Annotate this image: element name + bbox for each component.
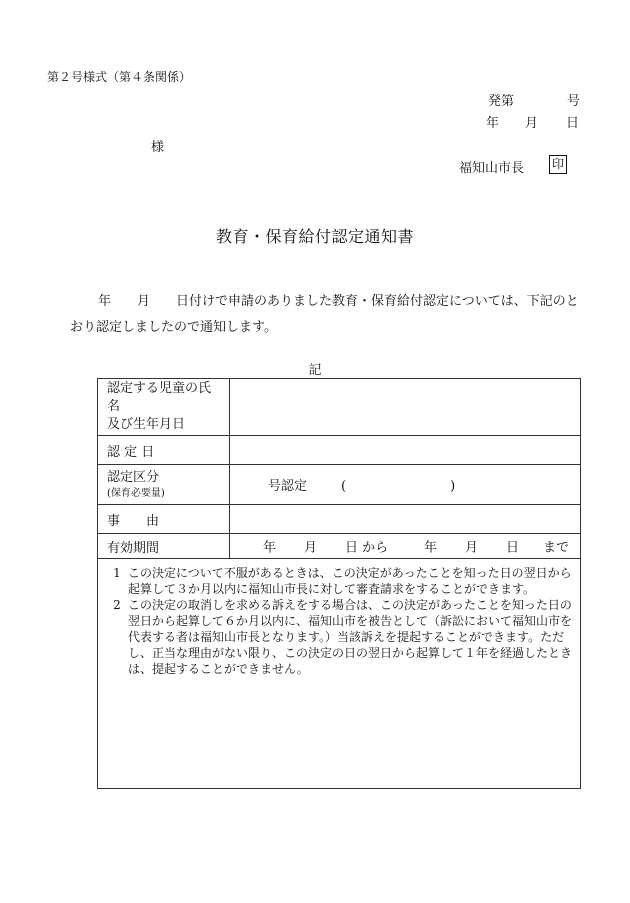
note-item (106, 565, 572, 597)
date-label: 認 定 日 (98, 436, 230, 465)
certification-table (97, 378, 581, 789)
note-number: 1 (113, 566, 121, 580)
paren-open: ( (341, 479, 347, 494)
addressee: 様 (151, 140, 165, 155)
issue-date (486, 112, 586, 131)
intro-month: 月 (137, 294, 151, 309)
child-value-cell (230, 379, 581, 436)
issue-date-month: 月 (525, 116, 539, 131)
validity-d1: 日 から (345, 540, 389, 556)
validity-m2: 月 (465, 540, 479, 556)
validity-y2: 年 (424, 540, 438, 556)
reason-value-cell (230, 505, 581, 534)
ki-heading: 記 (308, 363, 322, 378)
validity-until: まで (543, 540, 570, 556)
note-text: この決定の取消しを求める訴えをする場合は、この決定があったことを知った日の翌日から起算して６か月以内に、福知山市を被告として（訴訟において福知山市を代表する者は福知山市長となります。）当該訴えを提起することができます。ただし、正当な理由がない限り、この決定の日の翌日から起算して１年を経過したときは、提起することができません。 (128, 598, 573, 676)
category-value: 号認定 (268, 479, 308, 494)
issue-date-day: 日 (566, 116, 580, 131)
note-item (106, 597, 572, 677)
category-value-cell (230, 465, 581, 505)
intro-text: 日付けで申請のありました教育・保育給付認定については、下記のとおり認定しましたので通知します。 (70, 294, 579, 335)
reason-label: 事 由 (98, 505, 230, 534)
table-row (98, 465, 581, 505)
note-number: 2 (113, 598, 121, 612)
table-row (98, 436, 581, 465)
notes-row (98, 559, 581, 789)
issue-number (488, 90, 581, 109)
category-sub-label: (保育必要量) (107, 487, 165, 499)
table-row (98, 379, 581, 436)
validity-y1: 年 (263, 540, 277, 556)
child-label-line1: 認定する児童の氏名 (107, 381, 212, 414)
validity-label: 有効期間 (98, 534, 230, 559)
validity-m1: 月 (304, 540, 318, 556)
intro-year: 年 (98, 294, 112, 309)
notes-cell (98, 559, 581, 789)
paren-close: ) (450, 479, 456, 494)
table-row (98, 505, 581, 534)
issuer-name: 福知山市長 (459, 161, 525, 176)
issue-prefix: 発第 (488, 94, 515, 109)
document-title: 教育・保育給付認定通知書 (215, 227, 414, 246)
child-label-cell (98, 379, 230, 436)
validity-d2: 日 (506, 540, 520, 556)
note-text: この決定について不服があるときは、この決定があったことを知った日の翌日から起算して３か月以内に福知山市長に対して審査請求をすることができます。 (128, 566, 572, 596)
issue-suffix: 号 (567, 94, 581, 109)
child-label-line2: 及び生年月日 (107, 417, 186, 432)
category-label-cell (98, 465, 230, 505)
category-label: 認定区分 (107, 469, 160, 485)
issue-date-year: 年 (486, 116, 500, 131)
intro-paragraph (70, 289, 580, 341)
form-number: 第２号様式（第４条関係） (47, 70, 192, 84)
table-row (98, 534, 581, 559)
validity-value-cell (230, 534, 581, 559)
seal-box: 印 (549, 155, 567, 174)
date-value-cell (230, 436, 581, 465)
